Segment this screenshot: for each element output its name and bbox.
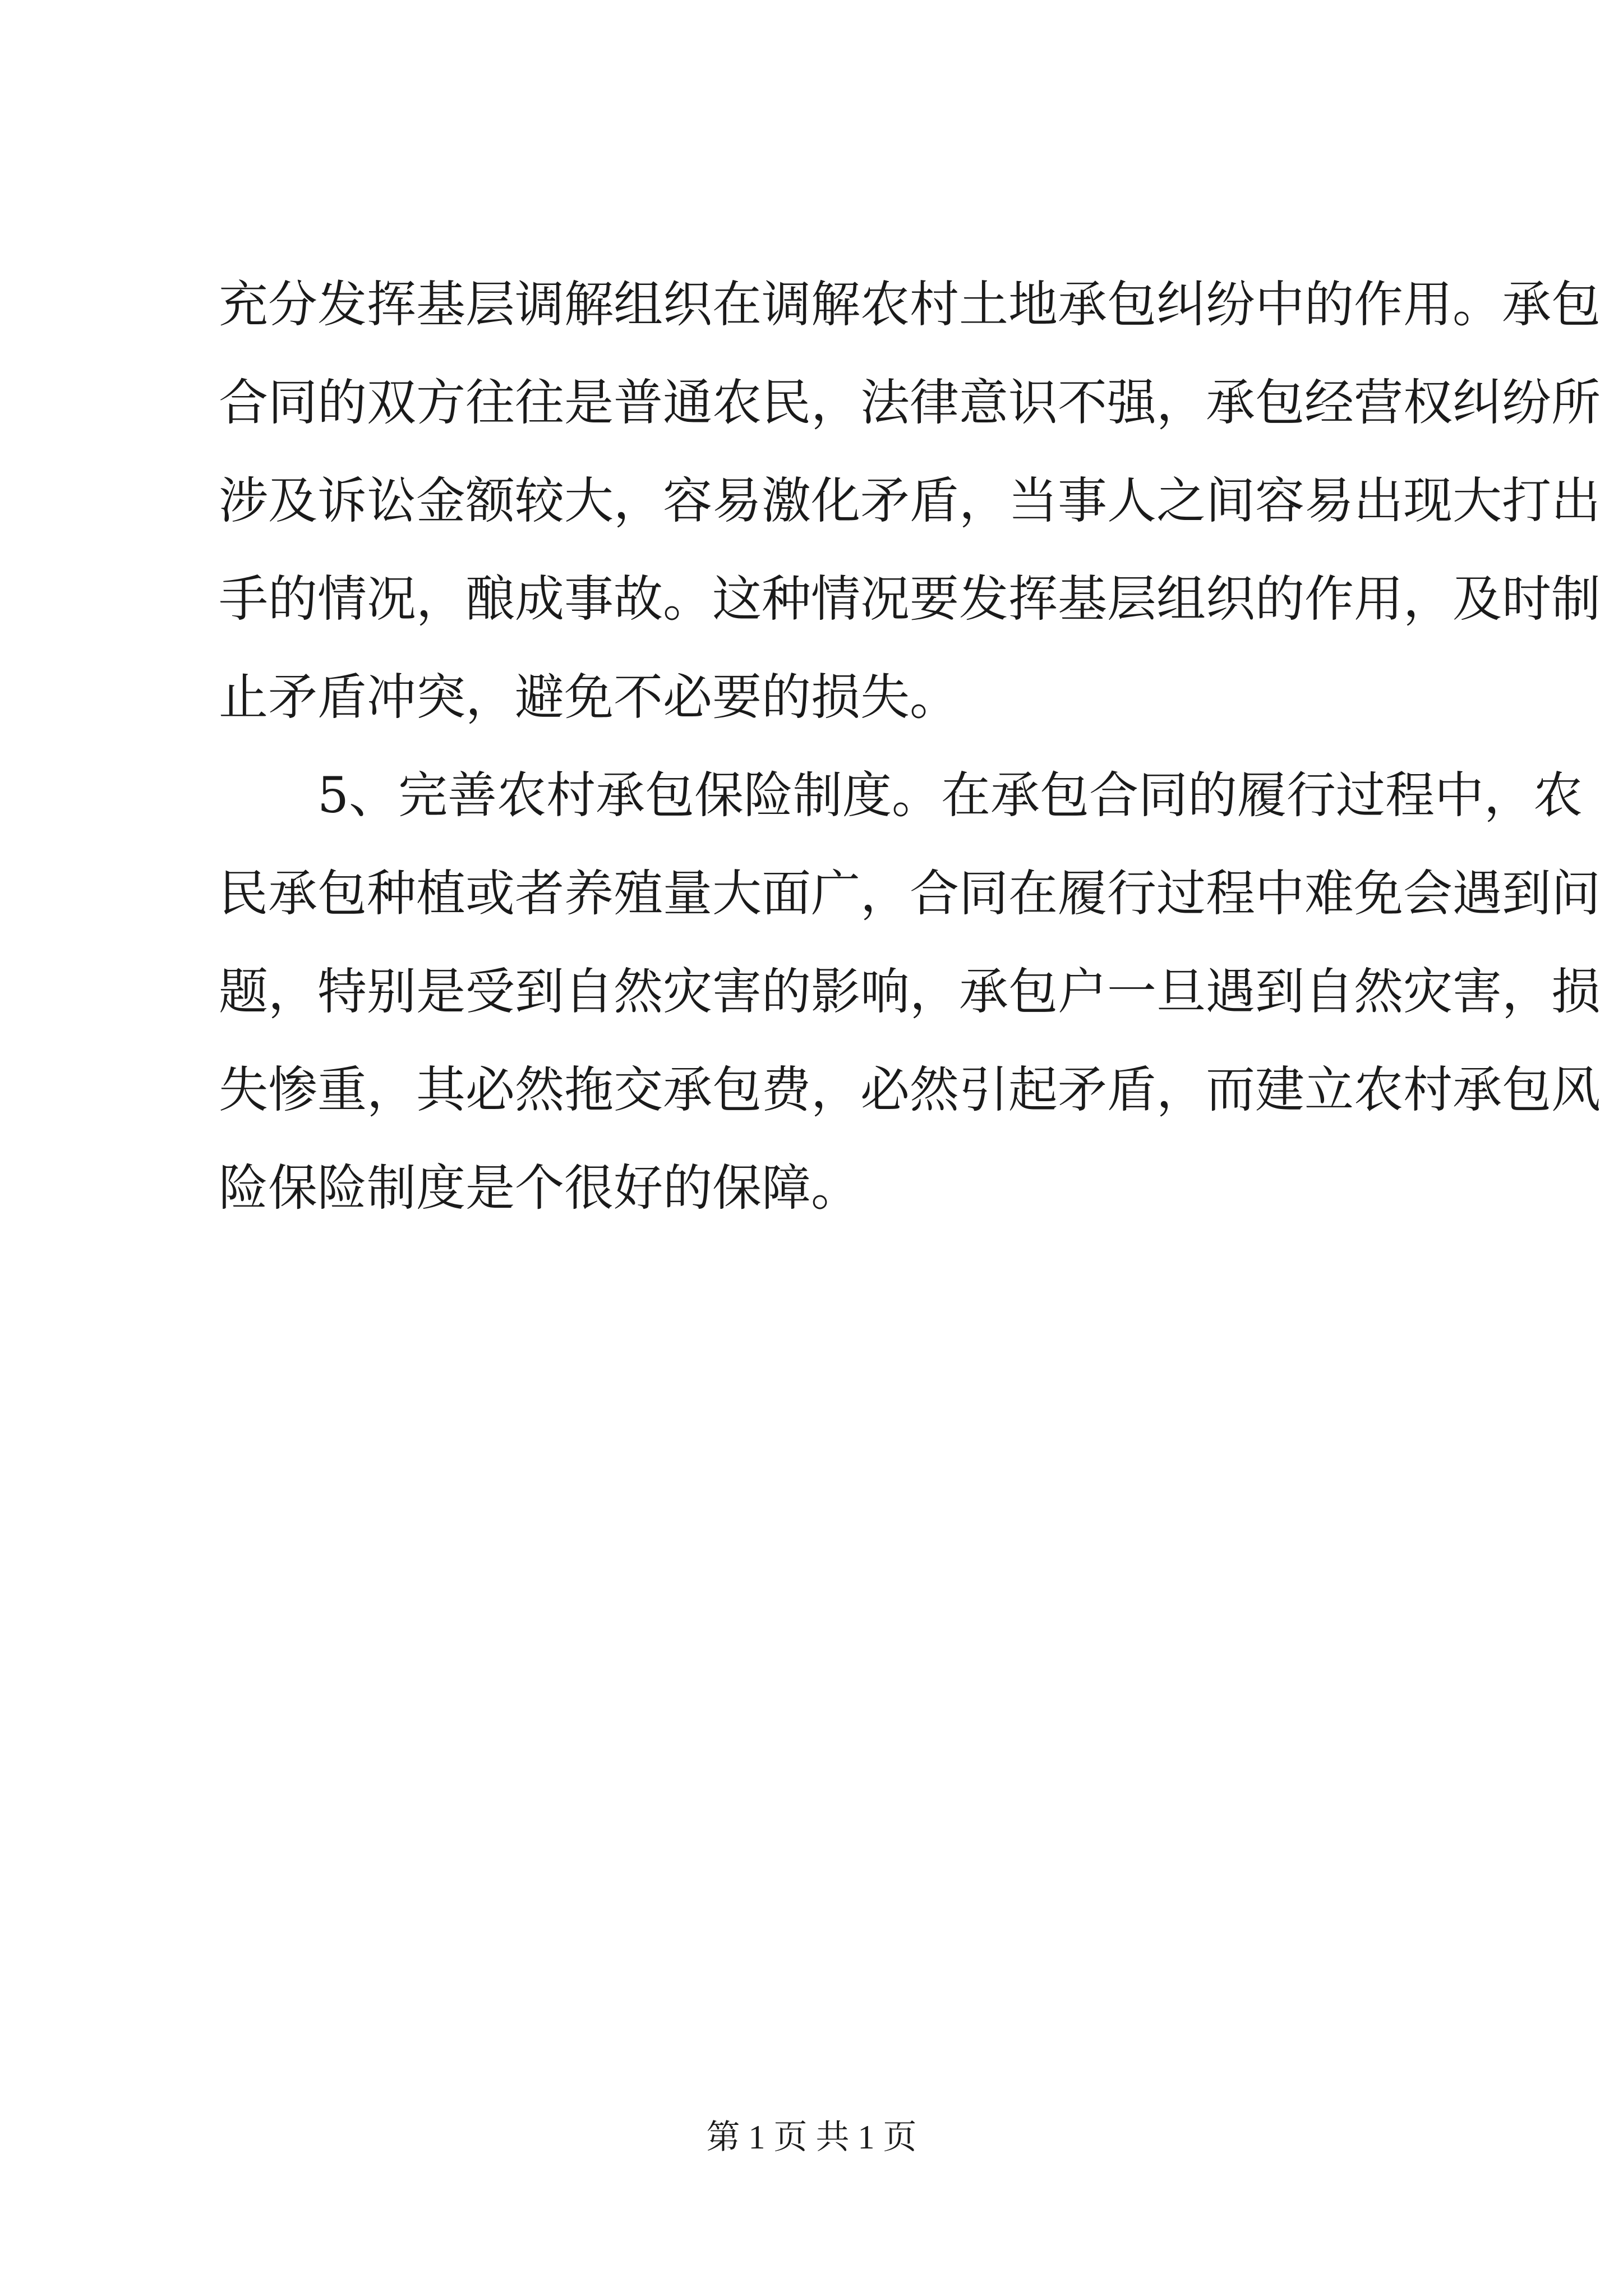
text-line: 合同的双方往往是普通农民，法律意识不强，承包经营权纠纷所 [219,374,1601,431]
document-body [219,255,1601,1237]
page-number-footer: 第 1 页 共 1 页 [706,2119,917,2156]
text-line: 充分发挥基层调解组织在调解农村土地承包纠纷中的作用。承包 [219,275,1601,333]
text-line: 失惨重，其必然拖交承包费，必然引起矛盾，而建立农村承包风 [219,1061,1601,1119]
paragraph-2 [219,746,1601,1237]
text-line: 涉及诉讼金额较大，容易激化矛盾，当事人之间容易出现大打出 [219,472,1601,530]
text-line: 险保险制度是个很好的保障。 [219,1159,861,1217]
text-line: 5、完善农村承包保险制度。在承包合同的履行过程中，农 [317,766,1583,824]
text-line: 止矛盾冲突，避免不必要的损失。 [219,668,960,726]
text-line: 民承包种植或者养殖量大面广，合同在履行过程中难免会遇到问 [219,864,1601,922]
paragraph-1 [219,255,1601,746]
text-line: 题，特别是受到自然灾害的影响，承包户一旦遇到自然灾害，损 [219,963,1601,1020]
text-line: 手的情况，酿成事故。这种情况要发挥基层组织的作用，及时制 [219,570,1601,628]
